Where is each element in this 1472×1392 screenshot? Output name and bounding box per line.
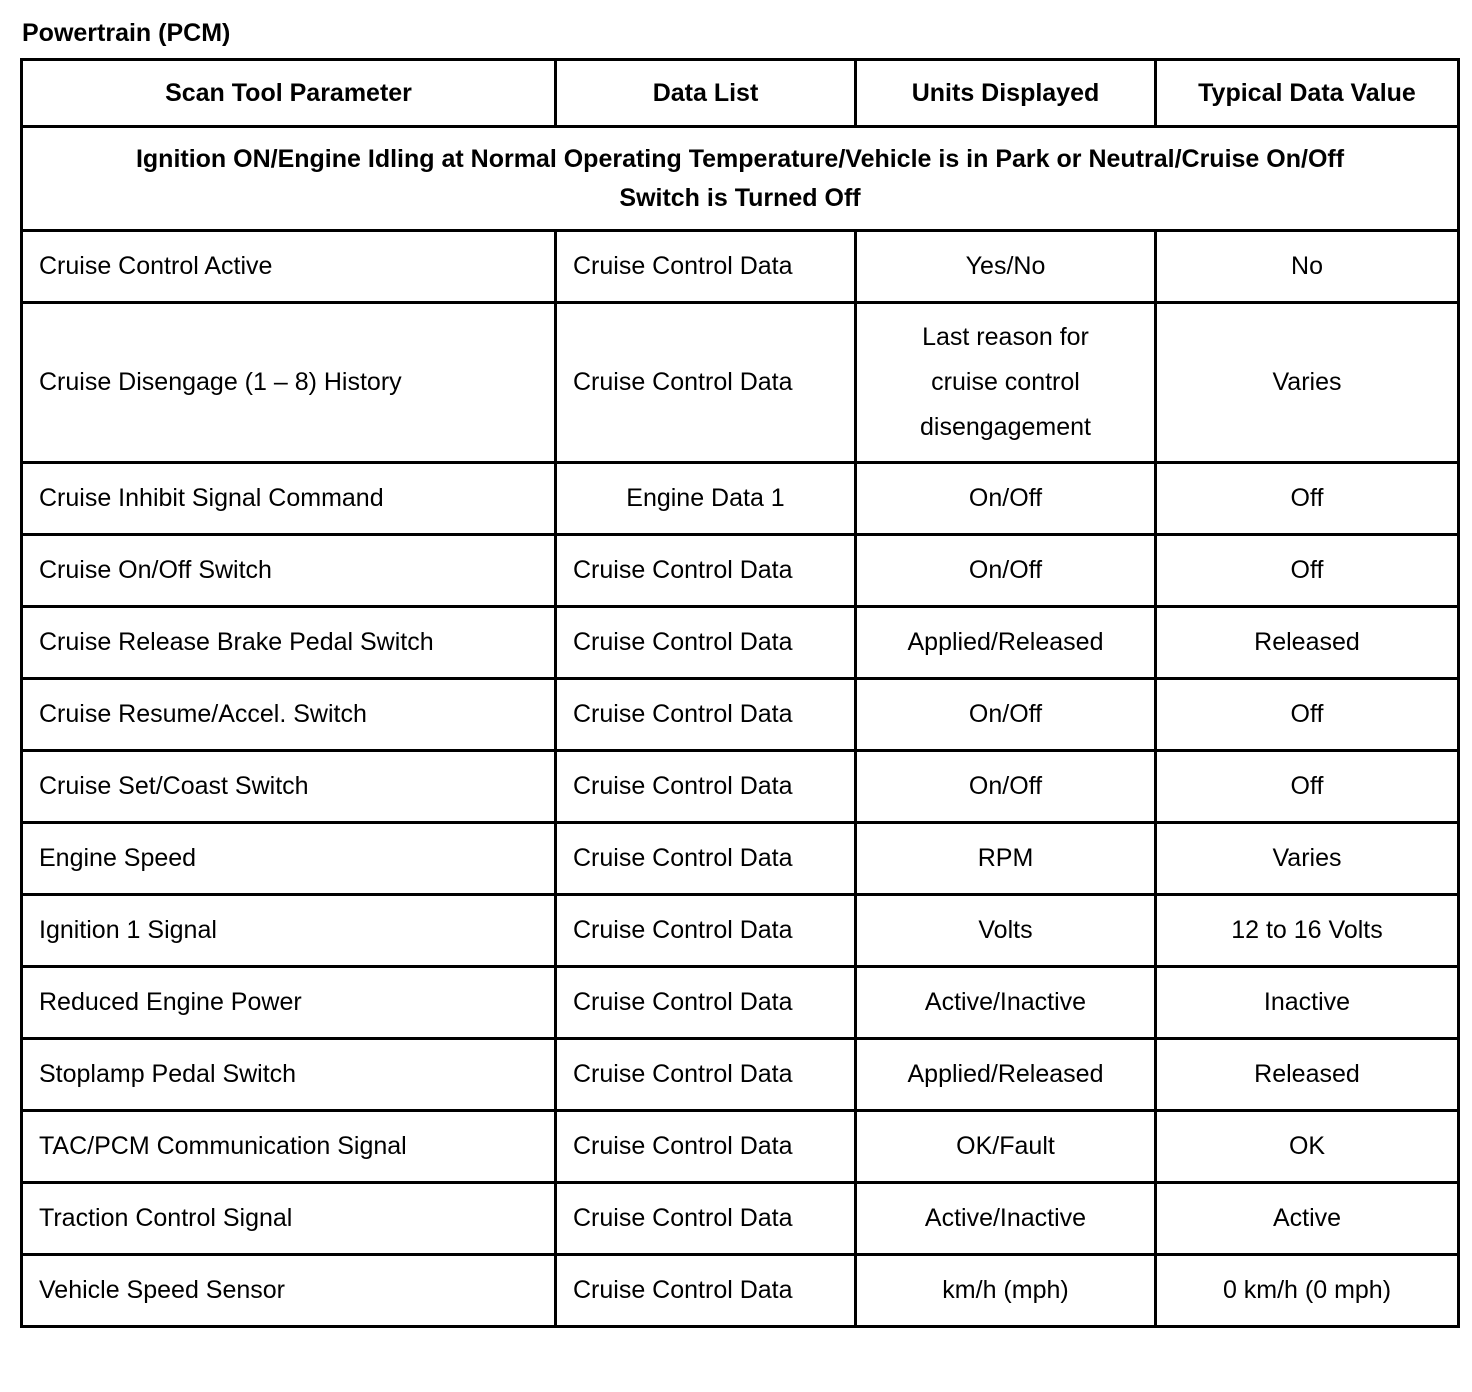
table-row xyxy=(22,231,1459,303)
units-cell: OK/Fault xyxy=(856,1111,1156,1183)
param-cell: Stoplamp Pedal Switch xyxy=(22,1039,556,1111)
typical-value-cell: Released xyxy=(1156,607,1459,679)
units-cell: Volts xyxy=(856,895,1156,967)
table-row xyxy=(22,463,1459,535)
param-cell: TAC/PCM Communication Signal xyxy=(22,1111,556,1183)
typical-value-cell: Released xyxy=(1156,1039,1459,1111)
typical-value-cell: Off xyxy=(1156,535,1459,607)
param-cell: Cruise Set/Coast Switch xyxy=(22,751,556,823)
param-cell: Cruise On/Off Switch xyxy=(22,535,556,607)
param-cell: Ignition 1 Signal xyxy=(22,895,556,967)
units-cell: RPM xyxy=(856,823,1156,895)
table-row xyxy=(22,1255,1459,1327)
data-list-cell: Cruise Control Data xyxy=(556,303,856,463)
typical-value-cell: 0 km/h (0 mph) xyxy=(1156,1255,1459,1327)
typical-value-cell: Off xyxy=(1156,463,1459,535)
header-typical-data-value: Typical Data Value xyxy=(1156,60,1459,127)
table-row xyxy=(22,303,1459,463)
header-units-displayed: Units Displayed xyxy=(856,60,1156,127)
typical-value-cell: OK xyxy=(1156,1111,1459,1183)
table-header-row xyxy=(22,60,1459,127)
param-cell: Cruise Control Active xyxy=(22,231,556,303)
condition-row xyxy=(22,127,1459,231)
typical-value-cell: Varies xyxy=(1156,303,1459,463)
data-list-cell: Cruise Control Data xyxy=(556,1111,856,1183)
param-cell: Traction Control Signal xyxy=(22,1183,556,1255)
data-list-cell: Cruise Control Data xyxy=(556,823,856,895)
units-cell: On/Off xyxy=(856,535,1156,607)
table-row xyxy=(22,1183,1459,1255)
param-cell: Cruise Release Brake Pedal Switch xyxy=(22,607,556,679)
table-row xyxy=(22,607,1459,679)
param-cell: Vehicle Speed Sensor xyxy=(22,1255,556,1327)
units-cell: Last reason for cruise control disengagement xyxy=(856,303,1156,463)
typical-value-cell: Off xyxy=(1156,751,1459,823)
param-cell: Reduced Engine Power xyxy=(22,967,556,1039)
table-row xyxy=(22,679,1459,751)
typical-value-cell: Inactive xyxy=(1156,967,1459,1039)
param-cell: Cruise Resume/Accel. Switch xyxy=(22,679,556,751)
units-cell: Yes/No xyxy=(856,231,1156,303)
units-cell: km/h (mph) xyxy=(856,1255,1156,1327)
table-row xyxy=(22,751,1459,823)
data-list-cell: Cruise Control Data xyxy=(556,751,856,823)
units-cell: Applied/Released xyxy=(856,607,1156,679)
data-list-cell: Cruise Control Data xyxy=(556,607,856,679)
units-cell: Applied/Released xyxy=(856,1039,1156,1111)
header-scan-tool-parameter: Scan Tool Parameter xyxy=(22,60,556,127)
data-list-cell: Cruise Control Data xyxy=(556,231,856,303)
data-list-cell: Cruise Control Data xyxy=(556,535,856,607)
data-list-cell: Cruise Control Data xyxy=(556,1039,856,1111)
units-cell: On/Off xyxy=(856,463,1156,535)
typical-value-cell: 12 to 16 Volts xyxy=(1156,895,1459,967)
param-cell: Cruise Disengage (1 – 8) History xyxy=(22,303,556,463)
page-title: Powertrain (PCM) xyxy=(22,19,231,47)
typical-value-cell: Active xyxy=(1156,1183,1459,1255)
data-list-cell: Engine Data 1 xyxy=(556,463,856,535)
data-list-cell: Cruise Control Data xyxy=(556,1255,856,1327)
table-row xyxy=(22,535,1459,607)
data-list-cell: Cruise Control Data xyxy=(556,967,856,1039)
table-row xyxy=(22,1111,1459,1183)
param-cell: Engine Speed xyxy=(22,823,556,895)
data-list-cell: Cruise Control Data xyxy=(556,679,856,751)
table-row xyxy=(22,895,1459,967)
typical-value-cell: No xyxy=(1156,231,1459,303)
table-row xyxy=(22,967,1459,1039)
data-list-cell: Cruise Control Data xyxy=(556,895,856,967)
pcm-data-table xyxy=(20,58,1460,1328)
units-cell: On/Off xyxy=(856,679,1156,751)
typical-value-cell: Off xyxy=(1156,679,1459,751)
param-cell: Cruise Inhibit Signal Command xyxy=(22,463,556,535)
header-data-list: Data List xyxy=(556,60,856,127)
typical-value-cell: Varies xyxy=(1156,823,1459,895)
condition-text: Ignition ON/Engine Idling at Normal Operating Temperature/Vehicle is in Park or Neutral/Cruise On/Off Switch is Turned Off xyxy=(22,127,1459,231)
data-list-cell: Cruise Control Data xyxy=(556,1183,856,1255)
table-row xyxy=(22,1039,1459,1111)
table-row xyxy=(22,823,1459,895)
units-cell: On/Off xyxy=(856,751,1156,823)
units-cell: Active/Inactive xyxy=(856,1183,1156,1255)
units-cell: Active/Inactive xyxy=(856,967,1156,1039)
